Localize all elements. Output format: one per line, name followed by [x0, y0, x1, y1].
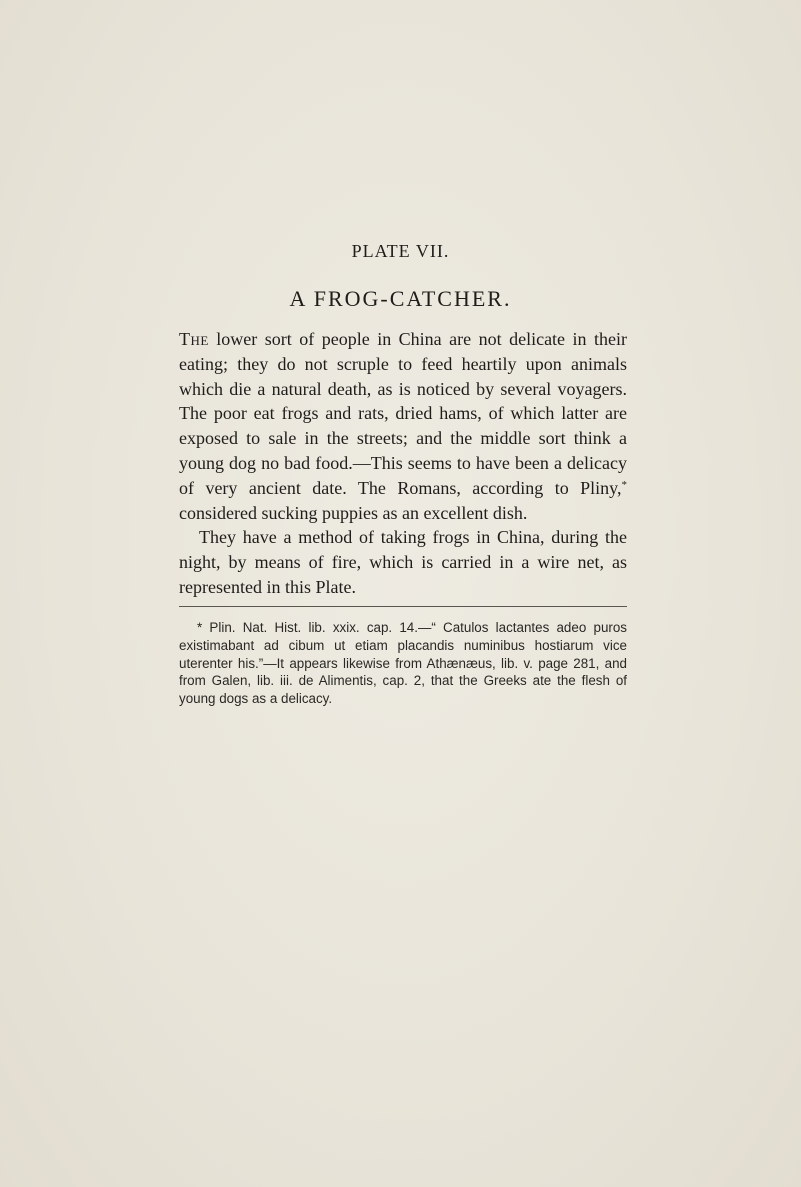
paragraph-1-lead-word: The: [179, 329, 209, 349]
paragraph-1-text-a: lower sort of people in China are not delicate in their eating; they do not scruple to feed heartily upon animals which die a natural death, as is noticed by several voyagers. The poor eat frogs and rats, dried hams, of which latter are exposed to sale in the streets; and the middle sort think a young dog no bad food.—This seems to have been a delicacy of very ancient date. The Romans, according to Pliny,: [179, 329, 627, 498]
paragraph-1: [179, 327, 627, 525]
footnote: [179, 619, 627, 708]
footnote-reference-mark: *: [621, 478, 627, 491]
paragraph-1-text-b: considered sucking puppies as an excellent dish.: [179, 502, 528, 523]
body-text: [179, 327, 627, 600]
footnote-text: * Plin. Nat. Hist. lib. xxix. cap. 14.—“ Catulos lactantes adeo puros existimabant ad cibum ut etiam placandis numinibus hostiarum vice uterenter his.”—It appears likewise from Athænæus, lib. v. page 281, and from Galen, lib. iii. de Alimentis, cap. 2, that the Greeks ate the flesh of young dogs as a delicacy.: [179, 620, 627, 707]
plate-title: A FROG-CATCHER.: [289, 286, 512, 311]
paragraph-2: They have a method of taking frogs in China, during the night, by means of fire, which is carried in a wire net, as represented in this Plate.: [179, 527, 627, 597]
footnote-divider: [179, 606, 627, 607]
plate-number: PLATE VII.: [351, 241, 450, 261]
